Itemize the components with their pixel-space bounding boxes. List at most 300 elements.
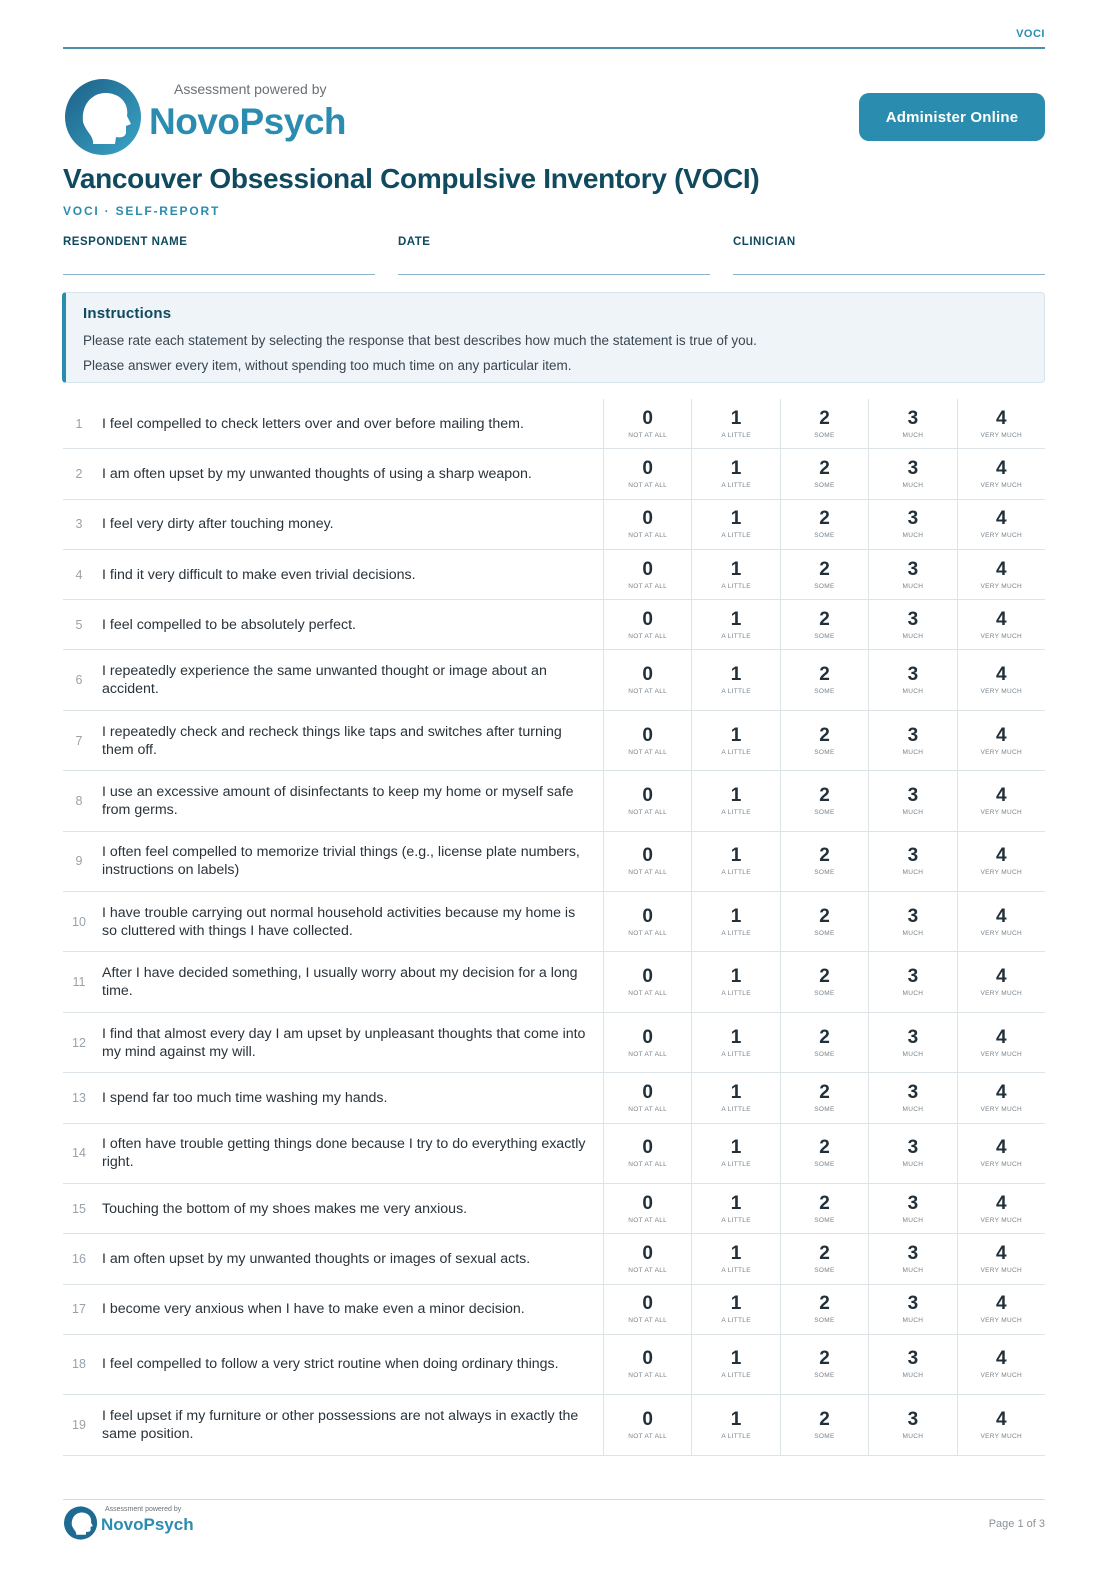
item-number: 18 xyxy=(72,1357,86,1372)
option-value: 1 xyxy=(730,1026,742,1048)
option-value: 3 xyxy=(907,724,919,746)
response-option-2[interactable] xyxy=(780,1184,868,1233)
response-option-0[interactable] xyxy=(603,1013,691,1072)
clinician-field[interactable] xyxy=(733,236,1045,275)
option-value: 4 xyxy=(995,966,1007,988)
item-row xyxy=(63,600,1045,650)
option-label: SOME xyxy=(814,1216,835,1224)
option-value: 1 xyxy=(730,1242,742,1264)
item-statement: I am often upset by my unwanted thoughts or images of sexual acts. xyxy=(102,1250,531,1267)
option-value: 4 xyxy=(995,407,1007,429)
item-number: 12 xyxy=(72,1035,86,1050)
response-option-4[interactable] xyxy=(957,1124,1045,1183)
response-option-0[interactable] xyxy=(603,500,691,549)
option-value: 4 xyxy=(995,1192,1007,1214)
option-label: A LITTLE xyxy=(721,632,751,640)
response-option-2[interactable] xyxy=(780,449,868,498)
logo-wordmark: NovoPsych xyxy=(149,101,347,142)
item-statement: I use an excessive amount of disinfectants to keep my home or myself safe from germs. xyxy=(102,783,574,818)
response-option-4[interactable] xyxy=(957,1285,1045,1334)
response-option-3[interactable] xyxy=(868,550,956,599)
option-value: 0 xyxy=(642,784,653,806)
response-option-0[interactable] xyxy=(603,1124,691,1183)
option-value: 0 xyxy=(642,1026,653,1048)
response-option-0[interactable] xyxy=(603,771,691,830)
option-label: NOT AT ALL xyxy=(628,1161,668,1169)
response-option-0[interactable] xyxy=(603,650,691,709)
response-option-1[interactable] xyxy=(691,1073,779,1122)
response-option-1[interactable] xyxy=(691,1395,779,1454)
response-option-1[interactable] xyxy=(691,1184,779,1233)
option-label: MUCH xyxy=(902,1317,924,1325)
response-option-2[interactable] xyxy=(780,399,868,448)
response-option-2[interactable] xyxy=(780,1124,868,1183)
response-option-2[interactable] xyxy=(780,500,868,549)
option-label: VERY MUCH xyxy=(980,1266,1022,1274)
response-option-0[interactable] xyxy=(603,1395,691,1454)
option-value: 2 xyxy=(819,1026,830,1048)
option-label: A LITTLE xyxy=(721,1317,751,1325)
response-option-2[interactable] xyxy=(780,771,868,830)
option-value: 3 xyxy=(907,1242,919,1264)
option-label: SOME xyxy=(814,1372,835,1380)
option-value: 0 xyxy=(642,457,653,479)
option-value: 3 xyxy=(907,508,919,530)
item-row xyxy=(63,500,1045,550)
response-option-4[interactable] xyxy=(957,500,1045,549)
option-label: SOME xyxy=(814,481,835,489)
option-label: SOME xyxy=(814,532,835,540)
option-value: 1 xyxy=(730,508,742,530)
response-option-1[interactable] xyxy=(691,500,779,549)
response-option-2[interactable] xyxy=(780,1395,868,1454)
response-option-4[interactable] xyxy=(957,650,1045,709)
option-value: 1 xyxy=(730,407,742,429)
respondent-name-field[interactable] xyxy=(63,236,375,275)
response-option-4[interactable] xyxy=(957,771,1045,830)
response-option-2[interactable] xyxy=(780,1073,868,1122)
item-row xyxy=(63,1335,1045,1395)
option-label: A LITTLE xyxy=(721,1372,751,1380)
item-row xyxy=(63,1184,1045,1234)
option-value: 0 xyxy=(642,1408,653,1430)
response-option-2[interactable] xyxy=(780,1285,868,1334)
option-value: 3 xyxy=(907,457,919,479)
option-value: 3 xyxy=(907,784,919,806)
option-value: 0 xyxy=(642,508,653,530)
option-label: NOT AT ALL xyxy=(628,869,668,877)
option-value: 0 xyxy=(642,905,653,927)
option-label: MUCH xyxy=(902,1266,924,1274)
option-label: A LITTLE xyxy=(721,1432,751,1440)
option-value: 4 xyxy=(995,558,1007,580)
response-option-1[interactable] xyxy=(691,832,779,891)
item-row xyxy=(63,550,1045,600)
response-option-3[interactable] xyxy=(868,600,956,649)
response-option-0[interactable] xyxy=(603,449,691,498)
item-number: 16 xyxy=(72,1251,86,1266)
option-label: VERY MUCH xyxy=(980,748,1022,756)
option-label: SOME xyxy=(814,431,835,439)
response-option-0[interactable] xyxy=(603,1184,691,1233)
option-label: SOME xyxy=(814,1317,835,1325)
option-label: MUCH xyxy=(902,582,924,590)
option-label: VERY MUCH xyxy=(980,1317,1022,1325)
option-label: NOT AT ALL xyxy=(628,632,668,640)
novopsych-logo xyxy=(63,76,363,158)
option-value: 0 xyxy=(642,608,653,630)
response-option-3[interactable] xyxy=(868,952,956,1011)
option-label: A LITTLE xyxy=(721,1050,751,1058)
footer-logo-tagline: Assessment powered by xyxy=(105,1506,182,1513)
option-label: MUCH xyxy=(902,929,924,937)
item-number: 2 xyxy=(75,466,83,481)
option-value: 1 xyxy=(730,608,742,630)
option-value: 4 xyxy=(995,457,1007,479)
response-option-3[interactable] xyxy=(868,449,956,498)
option-label: SOME xyxy=(814,1105,835,1113)
response-option-1[interactable] xyxy=(691,711,779,770)
option-value: 4 xyxy=(995,1293,1007,1315)
response-option-0[interactable] xyxy=(603,399,691,448)
item-statement: I feel compelled to follow a very strict routine when doing ordinary things. xyxy=(102,1356,559,1373)
option-value: 3 xyxy=(907,1348,919,1370)
option-value: 3 xyxy=(907,1293,919,1315)
response-option-1[interactable] xyxy=(691,399,779,448)
option-label: SOME xyxy=(814,1050,835,1058)
response-option-3[interactable] xyxy=(868,1395,956,1454)
option-value: 2 xyxy=(819,558,830,580)
response-option-3[interactable] xyxy=(868,1013,956,1072)
item-number: 10 xyxy=(72,914,86,929)
item-statement: I often feel compelled to memorize trivial things (e.g., license plate numbers, instructions on labels) xyxy=(102,844,580,879)
response-option-1[interactable] xyxy=(691,650,779,709)
item-statement: I have trouble carrying out normal household activities because my home is so cluttered with things I have collected. xyxy=(102,904,576,939)
option-label: A LITTLE xyxy=(721,431,751,439)
response-option-1[interactable] xyxy=(691,449,779,498)
option-value: 0 xyxy=(642,724,653,746)
option-label: MUCH xyxy=(902,532,924,540)
option-label: MUCH xyxy=(902,688,924,696)
response-option-4[interactable] xyxy=(957,449,1045,498)
option-value: 4 xyxy=(995,724,1007,746)
option-value: 2 xyxy=(819,1348,830,1370)
response-option-0[interactable] xyxy=(603,1073,691,1122)
option-label: NOT AT ALL xyxy=(628,582,668,590)
item-row xyxy=(63,650,1045,710)
response-option-2[interactable] xyxy=(780,600,868,649)
option-value: 2 xyxy=(819,1242,830,1264)
response-option-1[interactable] xyxy=(691,1124,779,1183)
option-value: 1 xyxy=(730,1192,742,1214)
option-value: 2 xyxy=(819,1293,830,1315)
option-label: MUCH xyxy=(902,1372,924,1380)
option-label: NOT AT ALL xyxy=(628,431,668,439)
option-label: A LITTLE xyxy=(721,929,751,937)
option-value: 2 xyxy=(819,905,830,927)
response-option-0[interactable] xyxy=(603,1335,691,1394)
option-value: 4 xyxy=(995,845,1007,867)
response-option-0[interactable] xyxy=(603,550,691,599)
item-statement: I repeatedly check and recheck things like taps and switches after turning them off. xyxy=(102,723,562,758)
response-option-3[interactable] xyxy=(868,892,956,951)
option-value: 3 xyxy=(907,558,919,580)
footer-logo-wordmark: NovoPsych xyxy=(101,1515,194,1534)
option-label: NOT AT ALL xyxy=(628,1372,668,1380)
response-option-3[interactable] xyxy=(868,650,956,709)
option-label: NOT AT ALL xyxy=(628,929,668,937)
option-value: 0 xyxy=(642,1242,653,1264)
head-logo-icon xyxy=(63,1506,99,1540)
response-option-4[interactable] xyxy=(957,711,1045,770)
response-option-3[interactable] xyxy=(868,832,956,891)
option-label: A LITTLE xyxy=(721,990,751,998)
option-value: 4 xyxy=(995,1026,1007,1048)
option-value: 1 xyxy=(730,845,742,867)
response-option-1[interactable] xyxy=(691,892,779,951)
response-option-4[interactable] xyxy=(957,600,1045,649)
item-statement: I feel upset if my furniture or other possessions are not always in exactly the same position. xyxy=(102,1407,579,1442)
option-value: 3 xyxy=(907,664,919,686)
response-option-3[interactable] xyxy=(868,1073,956,1122)
response-option-1[interactable] xyxy=(691,771,779,830)
response-option-2[interactable] xyxy=(780,832,868,891)
option-value: 2 xyxy=(819,1137,830,1159)
option-label: NOT AT ALL xyxy=(628,1266,668,1274)
response-option-3[interactable] xyxy=(868,711,956,770)
option-value: 1 xyxy=(730,784,742,806)
option-value: 4 xyxy=(995,905,1007,927)
option-value: 4 xyxy=(995,784,1007,806)
response-option-4[interactable] xyxy=(957,832,1045,891)
response-option-3[interactable] xyxy=(868,1335,956,1394)
option-label: VERY MUCH xyxy=(980,481,1022,489)
response-option-4[interactable] xyxy=(957,1073,1045,1122)
option-label: VERY MUCH xyxy=(980,1050,1022,1058)
option-value: 4 xyxy=(995,1408,1007,1430)
response-option-2[interactable] xyxy=(780,952,868,1011)
response-option-2[interactable] xyxy=(780,892,868,951)
item-number: 5 xyxy=(75,617,83,632)
item-statement: I repeatedly experience the same unwanted thought or image about an accident. xyxy=(102,663,547,698)
option-label: A LITTLE xyxy=(721,532,751,540)
option-value: 1 xyxy=(730,1293,742,1315)
option-value: 3 xyxy=(907,966,919,988)
option-label: MUCH xyxy=(902,1105,924,1113)
response-option-0[interactable] xyxy=(603,832,691,891)
option-label: VERY MUCH xyxy=(980,929,1022,937)
option-value: 4 xyxy=(995,1242,1007,1264)
response-option-1[interactable] xyxy=(691,1285,779,1334)
response-option-4[interactable] xyxy=(957,1013,1045,1072)
response-option-4[interactable] xyxy=(957,892,1045,951)
option-value: 4 xyxy=(995,1137,1007,1159)
administer-online-button[interactable]: Administer Online xyxy=(859,93,1045,141)
response-option-4[interactable] xyxy=(957,399,1045,448)
item-statement: After I have decided something, I usually worry about my decision for a long time. xyxy=(102,965,578,1000)
item-row xyxy=(63,771,1045,831)
option-value: 0 xyxy=(642,558,653,580)
item-number: 6 xyxy=(75,673,83,688)
response-option-4[interactable] xyxy=(957,952,1045,1011)
option-label: SOME xyxy=(814,869,835,877)
item-row xyxy=(63,1234,1045,1284)
item-number: 9 xyxy=(75,854,83,869)
response-option-0[interactable] xyxy=(603,952,691,1011)
option-label: SOME xyxy=(814,1432,835,1440)
response-option-0[interactable] xyxy=(603,600,691,649)
item-number: 15 xyxy=(72,1201,86,1216)
option-value: 3 xyxy=(907,1026,919,1048)
item-number: 7 xyxy=(75,733,83,748)
response-option-3[interactable] xyxy=(868,1184,956,1233)
option-label: SOME xyxy=(814,808,835,816)
page-title: Vancouver Obsessional Compulsive Inventory (VOCI) xyxy=(63,163,760,194)
response-option-0[interactable] xyxy=(603,1234,691,1283)
option-value: 2 xyxy=(819,1192,830,1214)
option-value: 2 xyxy=(819,608,830,630)
option-label: MUCH xyxy=(902,481,924,489)
response-option-3[interactable] xyxy=(868,399,956,448)
response-option-2[interactable] xyxy=(780,650,868,709)
option-value: 2 xyxy=(819,664,830,686)
option-value: 0 xyxy=(642,1137,653,1159)
option-label: SOME xyxy=(814,582,835,590)
response-option-2[interactable] xyxy=(780,1013,868,1072)
item-row xyxy=(63,1395,1045,1455)
option-value: 1 xyxy=(730,457,742,479)
response-option-1[interactable] xyxy=(691,600,779,649)
option-value: 2 xyxy=(819,457,830,479)
response-option-2[interactable] xyxy=(780,1234,868,1283)
response-option-4[interactable] xyxy=(957,1395,1045,1454)
option-label: MUCH xyxy=(902,632,924,640)
option-label: NOT AT ALL xyxy=(628,481,668,489)
option-value: 0 xyxy=(642,1348,653,1370)
option-label: NOT AT ALL xyxy=(628,688,668,696)
option-label: VERY MUCH xyxy=(980,1105,1022,1113)
option-value: 0 xyxy=(642,664,653,686)
option-label: VERY MUCH xyxy=(980,808,1022,816)
option-label: SOME xyxy=(814,632,835,640)
instructions-line: Please answer every item, without spending too much time on any particular item. xyxy=(83,358,572,373)
option-value: 0 xyxy=(642,845,653,867)
response-option-2[interactable] xyxy=(780,1335,868,1394)
option-label: A LITTLE xyxy=(721,1216,751,1224)
response-option-3[interactable] xyxy=(868,1285,956,1334)
option-value: 3 xyxy=(907,1081,919,1103)
option-label: A LITTLE xyxy=(721,1105,751,1113)
response-option-2[interactable] xyxy=(780,550,868,599)
page-number: Page 1 of 3 xyxy=(988,1518,1045,1530)
option-label: SOME xyxy=(814,929,835,937)
option-label: VERY MUCH xyxy=(980,582,1022,590)
option-label: SOME xyxy=(814,688,835,696)
option-label: VERY MUCH xyxy=(980,532,1022,540)
item-statement: I find it very difficult to make even trivial decisions. xyxy=(102,566,416,583)
option-label: A LITTLE xyxy=(721,582,751,590)
option-value: 3 xyxy=(907,905,919,927)
response-option-1[interactable] xyxy=(691,952,779,1011)
item-row xyxy=(63,399,1045,449)
option-value: 3 xyxy=(907,1137,919,1159)
response-option-1[interactable] xyxy=(691,1013,779,1072)
response-option-1[interactable] xyxy=(691,550,779,599)
option-value: 1 xyxy=(730,905,742,927)
option-label: VERY MUCH xyxy=(980,1216,1022,1224)
option-label: MUCH xyxy=(902,869,924,877)
response-option-4[interactable] xyxy=(957,1335,1045,1394)
option-value: 0 xyxy=(642,1081,653,1103)
option-value: 1 xyxy=(730,1081,742,1103)
option-label: MUCH xyxy=(902,808,924,816)
response-option-1[interactable] xyxy=(691,1234,779,1283)
option-label: A LITTLE xyxy=(721,869,751,877)
response-option-3[interactable] xyxy=(868,771,956,830)
option-label: MUCH xyxy=(902,748,924,756)
item-statement: I often have trouble getting things done because I try to do everything exactly right. xyxy=(102,1136,586,1171)
option-value: 1 xyxy=(730,1348,742,1370)
item-number: 4 xyxy=(75,567,83,582)
item-row xyxy=(63,1013,1045,1073)
response-option-2[interactable] xyxy=(780,711,868,770)
response-option-3[interactable] xyxy=(868,1124,956,1183)
option-value: 2 xyxy=(819,407,830,429)
option-label: NOT AT ALL xyxy=(628,1216,668,1224)
instructions-title: Instructions xyxy=(83,305,172,322)
option-label: MUCH xyxy=(902,1216,924,1224)
option-value: 4 xyxy=(995,608,1007,630)
option-label: MUCH xyxy=(902,990,924,998)
response-option-4[interactable] xyxy=(957,1234,1045,1283)
option-value: 2 xyxy=(819,784,830,806)
response-option-4[interactable] xyxy=(957,550,1045,599)
date-field[interactable] xyxy=(398,236,710,275)
item-number: 19 xyxy=(72,1417,86,1432)
option-value: 2 xyxy=(819,845,830,867)
option-label: VERY MUCH xyxy=(980,990,1022,998)
option-label: SOME xyxy=(814,1266,835,1274)
option-label: A LITTLE xyxy=(721,808,751,816)
option-value: 1 xyxy=(730,664,742,686)
item-statement: I become very anxious when I have to make even a minor decision. xyxy=(102,1301,525,1318)
item-number: 13 xyxy=(72,1090,86,1105)
item-number: 3 xyxy=(75,517,83,532)
response-option-0[interactable] xyxy=(603,1285,691,1334)
option-value: 4 xyxy=(995,1081,1007,1103)
respondent-name-label: RESPONDENT NAME xyxy=(63,236,188,248)
response-option-3[interactable] xyxy=(868,500,956,549)
option-label: NOT AT ALL xyxy=(628,1432,668,1440)
response-option-3[interactable] xyxy=(868,1234,956,1283)
response-option-4[interactable] xyxy=(957,1184,1045,1233)
item-row xyxy=(63,449,1045,499)
option-label: VERY MUCH xyxy=(980,632,1022,640)
option-label: VERY MUCH xyxy=(980,688,1022,696)
item-statement: Touching the bottom of my shoes makes me very anxious. xyxy=(102,1200,468,1217)
response-option-0[interactable] xyxy=(603,711,691,770)
response-option-0[interactable] xyxy=(603,892,691,951)
option-value: 3 xyxy=(907,1408,919,1430)
option-label: VERY MUCH xyxy=(980,1372,1022,1380)
response-option-1[interactable] xyxy=(691,1335,779,1394)
option-label: NOT AT ALL xyxy=(628,1105,668,1113)
item-statement: I feel compelled to check letters over and over before mailing them. xyxy=(102,415,524,432)
item-statement: I find that almost every day I am upset by unpleasant thoughts that come into my mind against my will. xyxy=(102,1025,586,1060)
item-number: 8 xyxy=(75,793,83,808)
item-row xyxy=(63,892,1045,952)
option-label: NOT AT ALL xyxy=(628,990,668,998)
